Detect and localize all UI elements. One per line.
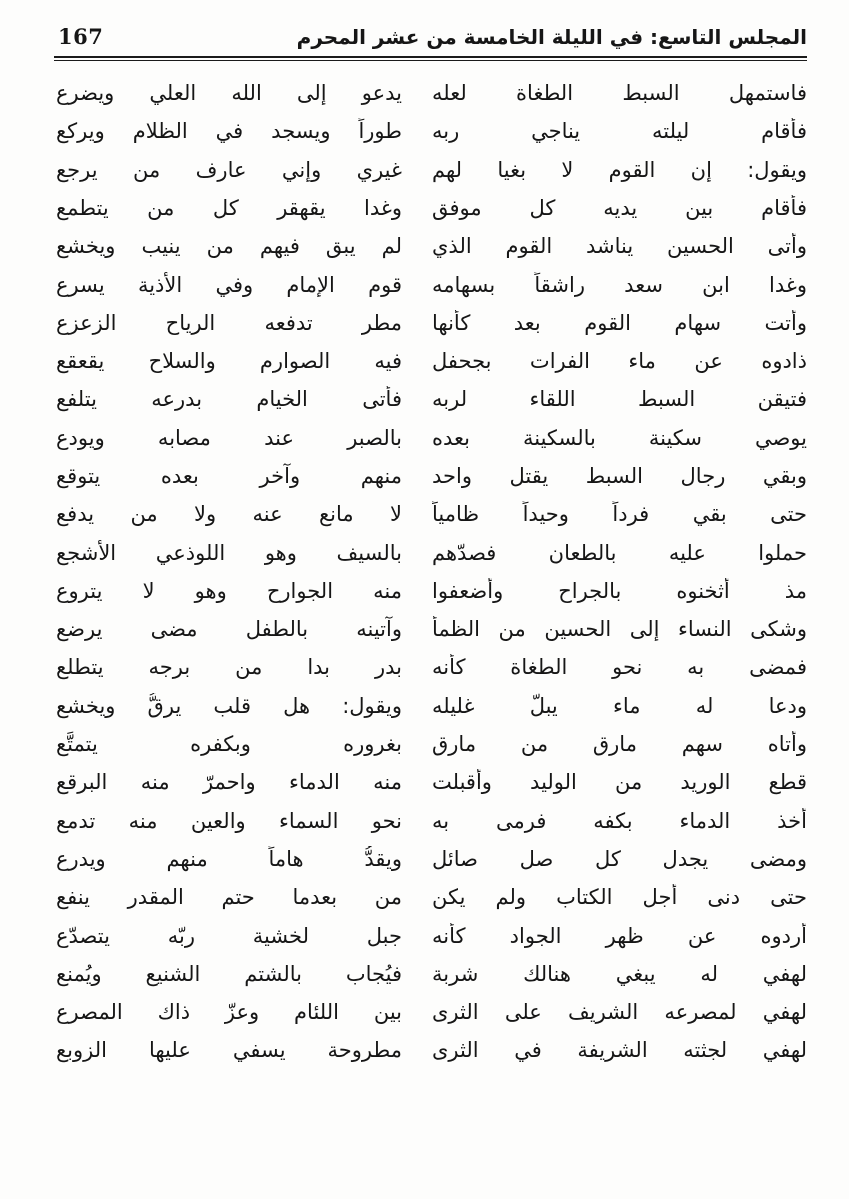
verse-first-hemistich: فمضى به نحو الطغاة كأنه bbox=[432, 655, 807, 680]
verse-first-hemistich: ودعا له ماء يبلّ غليله bbox=[432, 693, 807, 718]
verse-second-hemistich: نحو السماء والعين منه تدمع bbox=[56, 808, 402, 833]
verse-second-hemistich: جبل لخشية ربّه يتصدّع bbox=[56, 923, 402, 948]
verse-row bbox=[56, 227, 807, 265]
verse-row bbox=[56, 534, 807, 572]
verse-second-hemistich: يدعو إلى الله العلي ويضرع bbox=[56, 81, 402, 106]
verse-second-hemistich: طوراً ويسجد في الظلام ويركع bbox=[56, 119, 402, 144]
verse-first-hemistich: قطع الوريد من الوليد وأقبلت bbox=[432, 770, 807, 795]
poem bbox=[56, 74, 807, 1070]
verse-first-hemistich: وأتت سهام القوم بعد كأنها bbox=[432, 310, 807, 335]
verse-row bbox=[56, 917, 807, 955]
verse-second-hemistich: من بعدما حتم المقدر ينفع bbox=[56, 885, 402, 910]
verse-row bbox=[56, 112, 807, 150]
verse-row bbox=[56, 993, 807, 1031]
verse-first-hemistich: لهفي له يبغي هنالك شربة bbox=[432, 961, 807, 986]
verse-second-hemistich: قوم الإمام وفي الأذية يسرع bbox=[56, 272, 402, 297]
verse-first-hemistich: فأقام بين يديه كل موفق bbox=[432, 195, 807, 220]
verse-first-hemistich: فأقام ليلته يناجي ربه bbox=[432, 119, 807, 144]
page-number: 167 bbox=[58, 24, 104, 49]
verse-first-hemistich: وأتاه سهم مارق من مارق bbox=[432, 732, 807, 757]
verse-first-hemistich: فتيقن السبط اللقاء لربه bbox=[432, 387, 807, 412]
verse-row bbox=[56, 878, 807, 916]
verse-second-hemistich: بغروره وبكفره يتمتَّع bbox=[56, 732, 402, 757]
verse-first-hemistich: ذادوه عن ماء الفرات بجحفل bbox=[432, 349, 807, 374]
verse-second-hemistich: فيه الصوارم والسلاح يقعقع bbox=[56, 349, 402, 374]
verse-row bbox=[56, 610, 807, 648]
verse-row bbox=[56, 955, 807, 993]
verse-row bbox=[56, 725, 807, 763]
verse-row bbox=[56, 380, 807, 418]
verse-second-hemistich: منه الدماء واحمرّ منه البرقع bbox=[56, 770, 402, 795]
verse-second-hemistich: بدر بدا من برجه يتطلع bbox=[56, 655, 402, 680]
verse-row bbox=[56, 763, 807, 801]
verse-row bbox=[56, 74, 807, 112]
verse-row bbox=[56, 189, 807, 227]
verse-second-hemistich: بالسيف وهو اللوذعي الأشجع bbox=[56, 540, 402, 565]
verse-second-hemistich: وغدا يقهقر كل من يتطمع bbox=[56, 195, 402, 220]
verse-row bbox=[56, 457, 807, 495]
verse-second-hemistich: ويقدُّ هاماً منهم ويدرع bbox=[56, 846, 402, 871]
verse-row bbox=[56, 495, 807, 533]
verse-first-hemistich: وأتى الحسين يناشد القوم الذي bbox=[432, 234, 807, 259]
verse-row bbox=[56, 840, 807, 878]
verse-first-hemistich: أردوه عن ظهر الجواد كأنه bbox=[432, 923, 807, 948]
verse-first-hemistich: وبقي رجال السبط يقتل واحد bbox=[432, 463, 807, 488]
verse-second-hemistich: وآتينه بالطفل مضى يرضع bbox=[56, 617, 402, 642]
verse-first-hemistich: حتى بقي فرداً وحيداً ظامياً bbox=[432, 502, 807, 527]
header-divider bbox=[54, 56, 807, 61]
verse-second-hemistich: لم يبق فيهم من ينيب ويخشع bbox=[56, 234, 402, 259]
verse-row bbox=[56, 1031, 807, 1069]
verse-first-hemistich: حتى دنى أجل الكتاب ولم يكن bbox=[432, 885, 807, 910]
verse-row bbox=[56, 342, 807, 380]
verse-first-hemistich: حملوا عليه بالطعان فصدّهم bbox=[432, 540, 807, 565]
verse-second-hemistich: بين اللئام وعزّ ذاك المصرع bbox=[56, 1000, 402, 1025]
verse-first-hemistich: يوصي سكينة بالسكينة بعده bbox=[432, 425, 807, 450]
verse-second-hemistich: مطر تدفعه الرياح الزعزع bbox=[56, 310, 402, 335]
verse-first-hemistich: أخذ الدماء بكفه فرمى به bbox=[432, 808, 807, 833]
verse-second-hemistich: بالصبر عند مصابه ويودع bbox=[56, 425, 402, 450]
verse-first-hemistich: فاستمهل السبط الطغاة لعله bbox=[432, 81, 807, 106]
verse-row bbox=[56, 419, 807, 457]
verse-second-hemistich: فأتى الخيام بدرعه يتلفع bbox=[56, 387, 402, 412]
verse-second-hemistich: منهم وآخر بعده يتوقع bbox=[56, 463, 402, 488]
verse-row bbox=[56, 151, 807, 189]
verse-second-hemistich: منه الجوارح وهو لا يتروع bbox=[56, 578, 402, 603]
verse-first-hemistich: لهفي لجثته الشريفة في الثرى bbox=[432, 1038, 807, 1063]
verse-first-hemistich: ويقول: إن القوم لا بغيا لهم bbox=[432, 157, 807, 182]
verse-row bbox=[56, 802, 807, 840]
verse-first-hemistich: لهفي لمصرعه الشريف على الثرى bbox=[432, 1000, 807, 1025]
page-header bbox=[0, 0, 849, 49]
verse-row bbox=[56, 265, 807, 303]
verse-second-hemistich: غيري وإني عارف من يرجع bbox=[56, 157, 402, 182]
verse-first-hemistich: مذ أثخنوه بالجراح وأضعفوا bbox=[432, 578, 807, 603]
verse-row bbox=[56, 572, 807, 610]
verse-row bbox=[56, 648, 807, 686]
verse-first-hemistich: وغدا ابن سعد راشقاً بسهامه bbox=[432, 272, 807, 297]
verse-second-hemistich: لا مانع عنه ولا من يدفع bbox=[56, 502, 402, 527]
chapter-title: المجلس التاسع: في الليلة الخامسة من عشر المحرم bbox=[296, 25, 807, 49]
verse-second-hemistich: فيُجاب بالشتم الشنيع ويُمنع bbox=[56, 961, 402, 986]
verse-row bbox=[56, 304, 807, 342]
verse-second-hemistich: مطروحة يسفي عليها الزوبع bbox=[56, 1038, 402, 1063]
verse-first-hemistich: وشكى النساء إلى الحسين من الظمأ bbox=[432, 617, 807, 642]
verse-row bbox=[56, 687, 807, 725]
verse-first-hemistich: ومضى يجدل كل صل صائل bbox=[432, 846, 807, 871]
verse-second-hemistich: ويقول: هل قلب يرقُّ ويخشع bbox=[56, 693, 402, 718]
